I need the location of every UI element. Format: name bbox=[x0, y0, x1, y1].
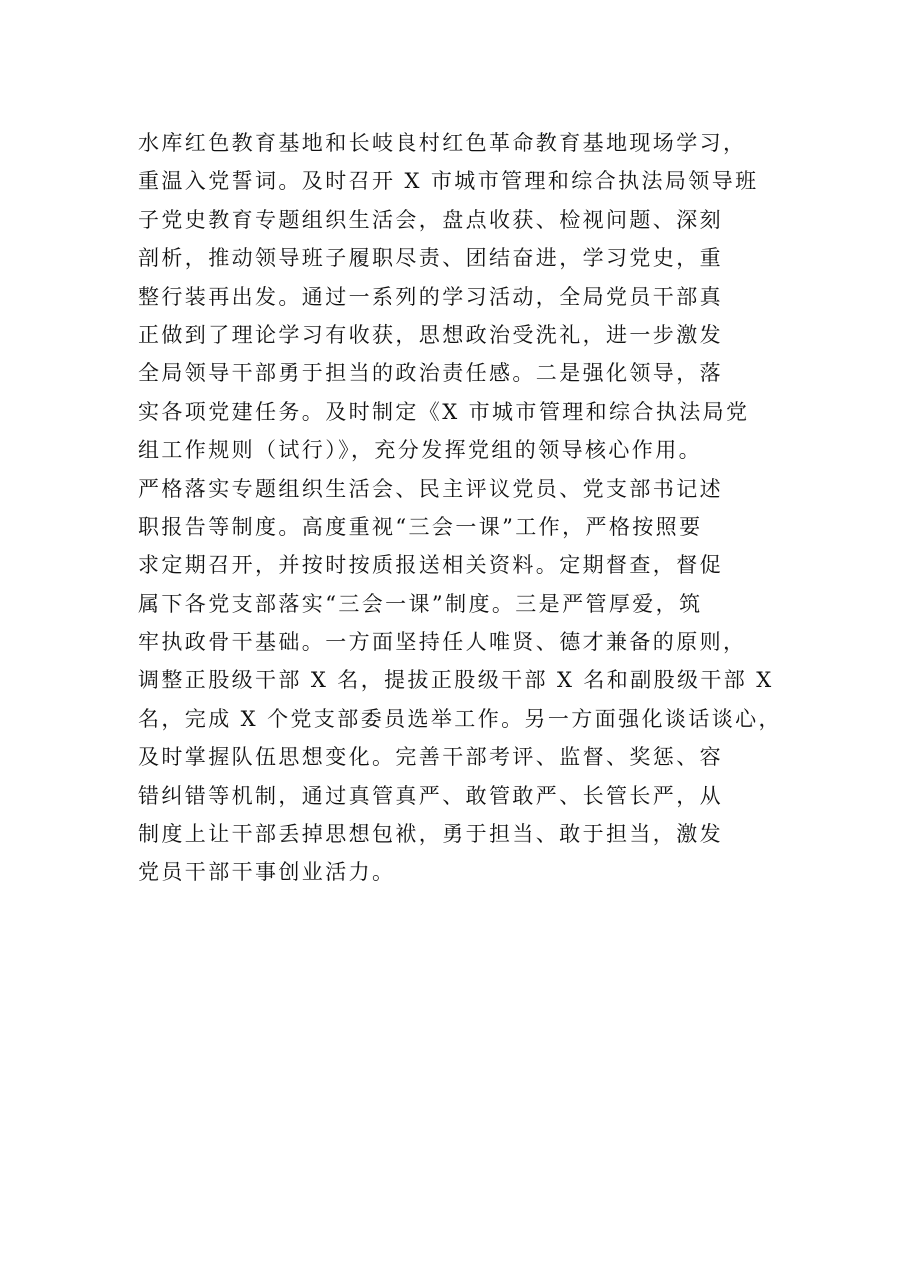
paragraph-line: 及时掌握队伍思想变化。完善干部考评、监督、奖惩、容 bbox=[138, 745, 723, 770]
paragraph-line: 名，完成 X 个党支部委员选举工作。另一方面强化谈话谈心， bbox=[138, 706, 782, 731]
paragraph-line: 牢执政骨干基础。一方面坚持任人唯贤、德才兼备的原则， bbox=[138, 630, 747, 655]
paragraph-line: 重温入党誓词。及时召开 X 市城市管理和综合执法局领导班 bbox=[138, 169, 759, 194]
paragraph-line: 职报告等制度。高度重视“三会一课”工作，严格按照要 bbox=[138, 514, 703, 539]
paragraph-line: 制度上让干部丢掉思想包袱，勇于担当、敢于担当，激发 bbox=[138, 822, 723, 847]
paragraph-line: 正做到了理论学习有收获，思想政治受洗礼，进一步激发 bbox=[138, 322, 723, 347]
paragraph-line: 水库红色教育基地和长岐良村红色革命教育基地现场学习， bbox=[138, 131, 747, 155]
body-paragraph bbox=[138, 124, 798, 892]
paragraph-line: 全局领导干部勇于担当的政治责任感。二是强化领导，落 bbox=[138, 361, 723, 386]
paragraph-line: 实各项党建任务。及时制定《X 市城市管理和综合执法局党 bbox=[138, 399, 750, 424]
paragraph-line: 调整正股级干部 X 名，提拔正股级干部 X 名和副股级干部 X bbox=[138, 668, 774, 693]
paragraph-line: 剖析，推动领导班子履职尽责、团结奋进，学习党史，重 bbox=[138, 246, 723, 271]
paragraph-line: 严格落实专题组织生活会、民主评议党员、党支部书记述 bbox=[138, 476, 723, 501]
paragraph-line: 整行装再出发。通过一系列的学习活动，全局党员干部真 bbox=[138, 284, 723, 309]
paragraph-line: 错纠错等机制，通过真管真严、敢管敢严、长管长严，从 bbox=[138, 783, 723, 808]
paragraph-line: 求定期召开，并按时按质报送相关资料。定期督查，督促 bbox=[138, 553, 723, 578]
paragraph-line: 组工作规则（试行）》，充分发挥党组的领导核心作用。 bbox=[138, 438, 702, 463]
paragraph-line: 党员干部干事创业活力。 bbox=[138, 860, 396, 885]
paragraph-line: 属下各党支部落实“三会一课”制度。三是严管厚爱，筑 bbox=[138, 591, 703, 616]
paragraph-line: 子党史教育专题组织生活会，盘点收获、检视问题、深刻 bbox=[138, 207, 723, 232]
